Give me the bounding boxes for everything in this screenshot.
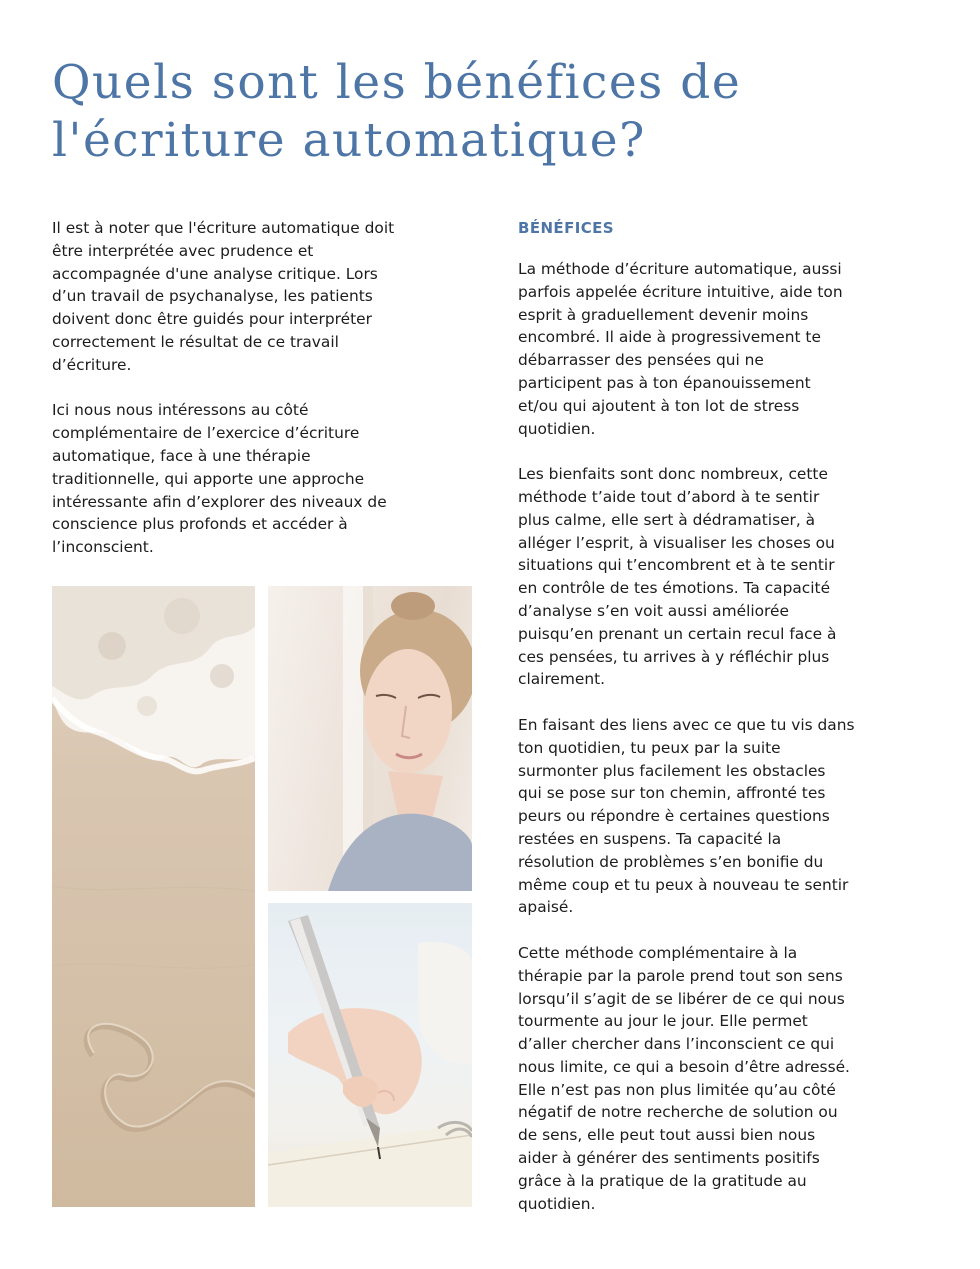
text-line: Cette méthode complémentaire à la — [518, 943, 798, 962]
relaxed-woman-illustration — [268, 586, 472, 891]
text-line: traditionnelle, qui apporte une approche — [52, 469, 365, 488]
left-column — [52, 217, 424, 582]
text-line: conscience plus profonds et accéder à — [52, 515, 348, 534]
text-line: En faisant des liens avec ce que tu vis dans — [518, 715, 855, 734]
text-line: d’écriture. — [52, 355, 132, 374]
text-line: esprit à graduellement devenir moins — [518, 305, 809, 324]
text-line: automatique, face à une thérapie — [52, 446, 311, 465]
text-line: Il est à noter que l'écriture automatique doit — [52, 219, 395, 237]
text-line: d’analyse s’en voit aussi améliorée — [518, 601, 789, 620]
complementary-paragraph — [52, 399, 424, 559]
text-line: Ici nous nous intéressons au côté — [52, 401, 309, 420]
text-line: débarrasser des pensées qui ne — [518, 351, 764, 370]
text-line: quotidien. — [518, 419, 596, 438]
text-line: et/ou qui ajoutent à ton lot de stress — [518, 396, 800, 415]
text-line: aider à générer des sentiments positifs — [518, 1149, 820, 1168]
text-line: tourmente au jour le jour. Elle permet — [518, 1012, 808, 1031]
text-line: participent pas à ton épanouissement — [518, 373, 811, 392]
text-line: accompagnée d'une analyse critique. Lors — [52, 264, 378, 283]
text-line: correctement le résultat de ce travail — [52, 332, 339, 351]
text-line: de sens, elle peut tout aussi bien nous — [518, 1126, 816, 1145]
text-line: peurs ou répondre è certaines questions — [518, 807, 830, 826]
text-line: l’inconscient. — [52, 538, 154, 557]
text-line: intéressante afin d’explorer des niveaux de — [52, 492, 387, 511]
beach-sand-photo — [52, 586, 255, 1207]
text-line: résolution de problèmes s’en bonifie du — [518, 852, 824, 871]
text-line: quotidien. — [518, 1194, 596, 1213]
text-line: La méthode d’écriture automatique, aussi — [518, 260, 842, 278]
text-line: en contrôle de tes émotions. Ta capacité — [518, 579, 831, 598]
relaxed-woman-photo — [268, 586, 472, 891]
benefits-paragraph-4 — [518, 942, 888, 1216]
page-title — [52, 54, 932, 170]
benefits-paragraph-3 — [518, 714, 888, 919]
text-line: méthode t’aide tout d’abord à te sentir — [518, 487, 820, 506]
text-line: Elle n’est pas non plus limitée qu’au côté — [518, 1080, 836, 1099]
text-line: grâce à la pratique de la gratitude au — [518, 1171, 807, 1190]
text-line: nous limite, ce qui a besoin d’être adressé. — [518, 1057, 850, 1076]
text-line: thérapie par la parole prend tout son sens — [518, 966, 843, 985]
text-line: ton quotidien, tu peux par la suite — [518, 738, 781, 757]
text-line: restées en suspens. Ta capacité la — [518, 829, 782, 848]
right-column — [518, 217, 888, 1238]
text-line: doivent donc être guidés pour interpréter — [52, 310, 372, 329]
beach-sand-illustration — [52, 586, 255, 1207]
text-line: alléger l’esprit, à visualiser les choses ou — [518, 533, 835, 552]
text-line: complémentaire de l’exercice d’écriture — [52, 424, 360, 443]
text-line: être interprétée avec prudence et — [52, 241, 314, 260]
text-line: qui se pose sur ton chemin, affronté tes — [518, 784, 826, 803]
benefits-paragraph-1 — [518, 258, 888, 440]
text-line: apaisé. — [518, 898, 574, 917]
text-line: puisqu’en prenant un certain recul face à — [518, 624, 837, 643]
text-line: surmonter plus facilement les obstacles — [518, 761, 826, 780]
text-line: négatif de notre recherche de solution ou — [518, 1103, 838, 1122]
text-line: clairement. — [518, 670, 606, 689]
text-line: encombré. Il aide à progressivement te — [518, 328, 821, 347]
intro-paragraph — [52, 217, 424, 377]
writing-hand-illustration — [268, 903, 472, 1207]
text-line: même coup et tu peux à nouveau te sentir — [518, 875, 849, 894]
text-line: plus calme, elle sert à dédramatiser, à — [518, 510, 816, 529]
benefits-paragraph-2 — [518, 463, 888, 691]
text-line: situations qui t’encombrent et à te sentir — [518, 556, 835, 575]
text-line: lorsqu’il s’agit de se libérer de ce qui nous — [518, 989, 845, 1008]
text-line: d’aller chercher dans l’inconscient ce qui — [518, 1035, 835, 1054]
text-line: d’un travail de psychanalyse, les patients — [52, 287, 373, 306]
section-heading: BÉNÉFICES — [518, 219, 614, 237]
page-title-line-1: Quels sont les bénéfices de — [52, 55, 742, 110]
writing-hand-photo — [268, 903, 472, 1207]
text-line: ces pensées, tu arrives à y réfléchir plus — [518, 647, 830, 666]
page-title-line-2: l'écriture automatique? — [52, 113, 646, 168]
text-line: Les bienfaits sont donc nombreux, cette — [518, 465, 828, 484]
text-line: parfois appelée écriture intuitive, aide ton — [518, 282, 843, 301]
